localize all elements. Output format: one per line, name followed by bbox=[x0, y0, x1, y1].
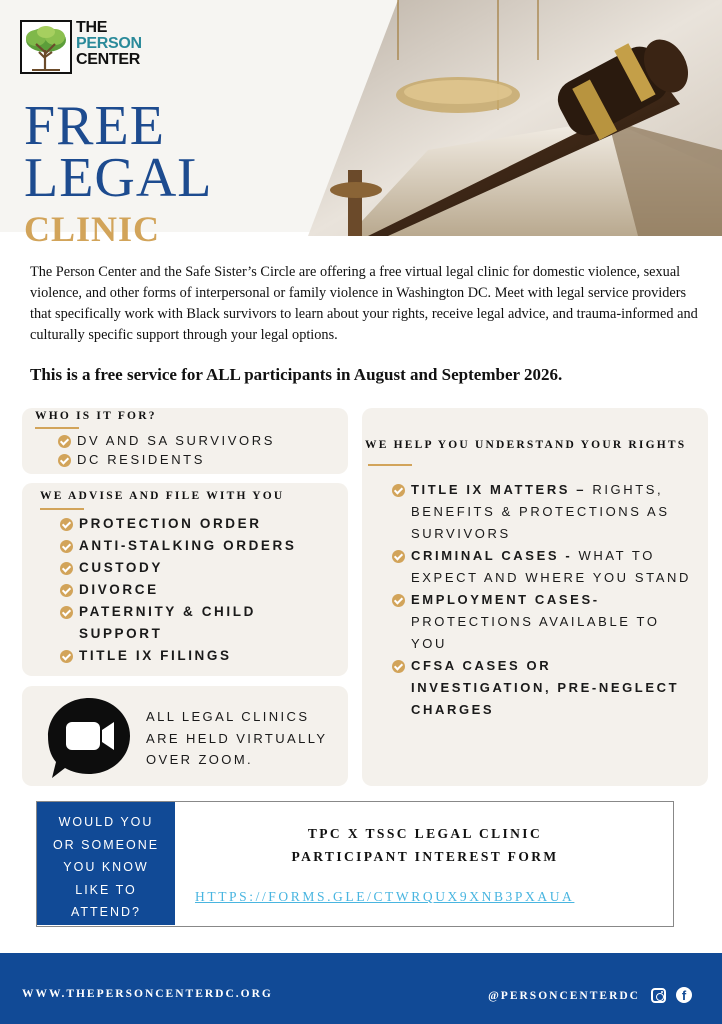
attend-prompt-line: LIKE TO bbox=[75, 882, 137, 897]
list-item-label bbox=[411, 479, 692, 545]
attend-prompt-line: WOULD YOU bbox=[58, 815, 154, 829]
website-link[interactable]: WWW.THEPERSONCENTERDC.ORG bbox=[22, 988, 273, 1000]
form-title-line-1: TPC X TSSC LEGAL CLINIC bbox=[307, 826, 543, 841]
list-item-label: PATERNITY & CHILD SUPPORT bbox=[79, 604, 256, 641]
check-icon bbox=[60, 540, 73, 553]
advise-heading: WE ADVISE AND FILE WITH YOU bbox=[40, 490, 285, 502]
list-item-label: ANTI-STALKING ORDERS bbox=[79, 538, 297, 553]
list-item-label: DIVORCE bbox=[79, 582, 159, 597]
check-icon bbox=[60, 584, 73, 597]
check-icon bbox=[392, 660, 405, 673]
rights-heading-underline bbox=[368, 464, 412, 466]
list-item-label: CUSTODY bbox=[79, 560, 163, 575]
list-item-bold: EMPLOYMENT CASES- bbox=[411, 592, 600, 607]
logo-line-3: CENTER bbox=[76, 51, 140, 68]
who-heading-underline bbox=[35, 427, 79, 429]
list-item bbox=[60, 579, 342, 601]
check-icon bbox=[58, 435, 71, 448]
list-item bbox=[60, 601, 342, 645]
list-item bbox=[58, 450, 275, 469]
list-item bbox=[392, 479, 692, 545]
check-icon bbox=[60, 606, 73, 619]
list-item-label: DV AND SA SURVIVORS bbox=[77, 433, 275, 448]
check-icon bbox=[60, 650, 73, 663]
list-item bbox=[392, 655, 692, 721]
list-item bbox=[392, 545, 692, 589]
check-icon bbox=[60, 562, 73, 575]
check-icon bbox=[392, 550, 405, 563]
advise-list bbox=[60, 513, 342, 667]
list-item bbox=[392, 589, 692, 655]
list-item-rest: RIGHTS, BENEFITS & PROTECTIONS AS SURVIVORS bbox=[411, 482, 670, 541]
attend-prompt-line: ATTEND? bbox=[70, 905, 142, 919]
attend-prompt-line: OR SOMEONE bbox=[52, 837, 160, 852]
headline-legal: LEGAL bbox=[24, 147, 213, 209]
logo-wordmark bbox=[76, 20, 142, 68]
instagram-icon[interactable] bbox=[651, 988, 666, 1003]
free-service-notice: This is a free service for ALL participants in August and September 2026. bbox=[30, 365, 563, 384]
list-item bbox=[60, 645, 342, 667]
headline-free: FREE bbox=[24, 95, 165, 157]
logo-line-1: THE bbox=[76, 19, 108, 36]
list-item-label bbox=[411, 545, 692, 589]
facebook-icon[interactable]: f bbox=[676, 987, 692, 1003]
check-icon bbox=[392, 484, 405, 497]
list-item-bold: CRIMINAL CASES - bbox=[411, 548, 573, 563]
who-list bbox=[58, 431, 275, 469]
social-handle: @PERSONCENTERDC bbox=[488, 990, 640, 1002]
interest-form-link[interactable]: HTTPS://FORMS.GLE/CTWRQUX9XNB3PXAUA bbox=[195, 889, 575, 904]
advise-heading-underline bbox=[40, 508, 84, 510]
list-item bbox=[60, 513, 342, 535]
video-camera-icon bbox=[44, 694, 134, 780]
check-icon bbox=[60, 518, 73, 531]
list-item-bold: TITLE IX MATTERS – bbox=[411, 482, 587, 497]
gavel-and-scales-photo bbox=[308, 0, 722, 236]
who-heading: WHO IS IT FOR? bbox=[35, 410, 157, 422]
list-item-label: DC RESIDENTS bbox=[77, 452, 205, 467]
list-item bbox=[60, 557, 342, 579]
form-title-line-2: PARTICIPANT INTEREST FORM bbox=[291, 849, 559, 864]
intro-paragraph: The Person Center and the Safe Sister’s Circle are offering a free virtual legal clinic for domestic violence, sexual violence, and other forms of interpersonal or family violence in Washington DC. Meet with legal service providers that specifically work with Black survivors to learn about your rights, receive legal advice, and trauma-informed and culturally specific support through your legal options. bbox=[30, 264, 698, 343]
check-icon bbox=[58, 454, 71, 467]
zoom-info-text: ALL LEGAL CLINICS ARE HELD VIRTUALLY OVER ZOOM. bbox=[146, 709, 328, 767]
footer-bar bbox=[0, 953, 722, 1024]
list-item-rest: WHAT TO EXPECT AND WHERE YOU STAND bbox=[411, 548, 691, 585]
attend-prompt-line: YOU KNOW bbox=[63, 860, 149, 874]
headline-clinic: CLINIC bbox=[24, 209, 161, 249]
list-item-bold: CFSA CASES OR INVESTIGATION, PRE-NEGLECT CHARGES bbox=[411, 658, 680, 717]
person-center-logo bbox=[20, 20, 142, 74]
check-icon bbox=[392, 594, 405, 607]
list-item bbox=[60, 535, 342, 557]
list-item-label: TITLE IX FILINGS bbox=[79, 648, 232, 663]
list-item-label bbox=[411, 589, 692, 655]
list-item bbox=[58, 431, 275, 450]
rights-list bbox=[392, 479, 692, 721]
interest-form-box bbox=[36, 801, 674, 927]
tree-icon bbox=[20, 20, 72, 74]
form-title bbox=[175, 822, 675, 868]
list-item-label bbox=[411, 655, 692, 721]
rights-heading: WE HELP YOU UNDERSTAND YOUR RIGHTS bbox=[365, 439, 687, 451]
logo-line-2: PERSON bbox=[76, 35, 142, 52]
list-item-rest: PROTECTIONS AVAILABLE TO YOU bbox=[411, 614, 660, 651]
attend-prompt bbox=[37, 802, 175, 925]
list-item-label: PROTECTION ORDER bbox=[79, 516, 262, 531]
